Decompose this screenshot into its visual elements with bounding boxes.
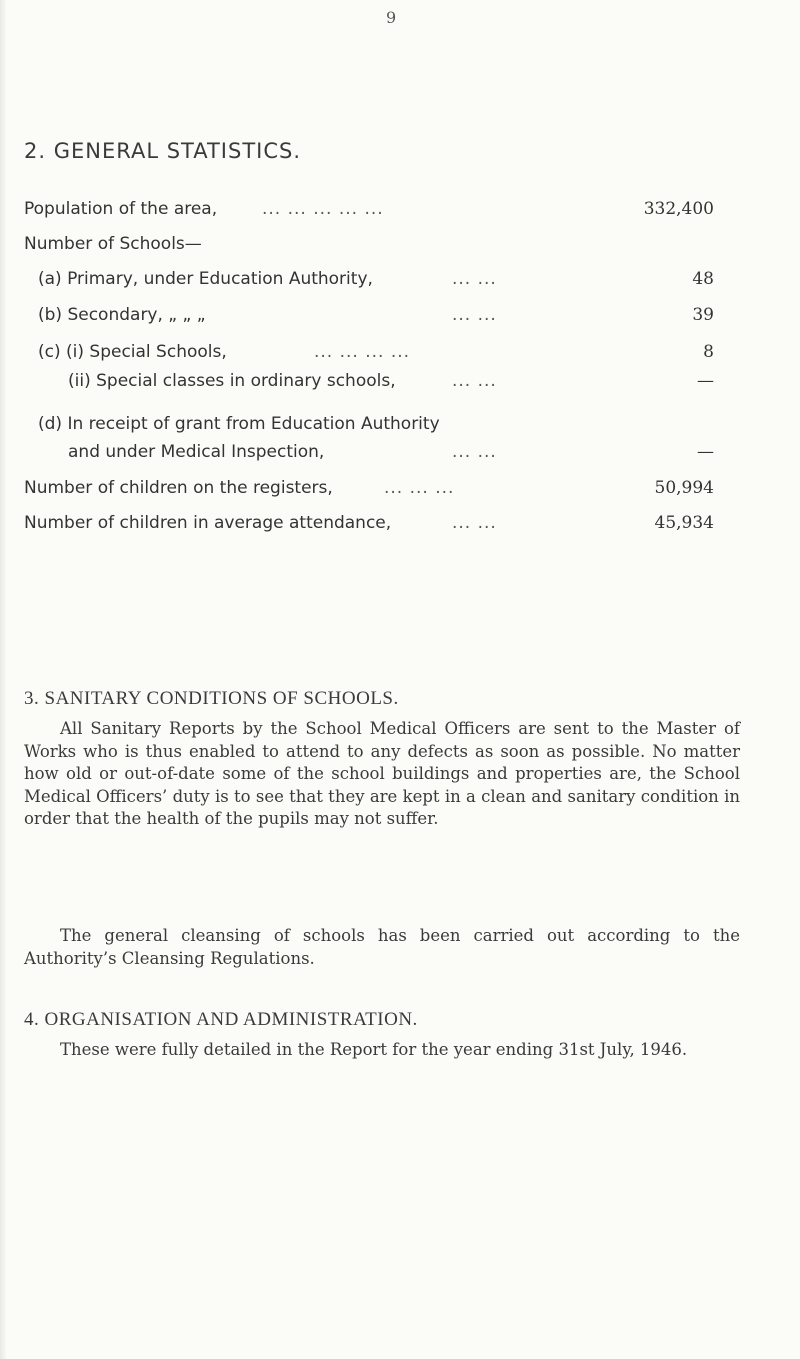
stat-value: 45,934 [654, 513, 714, 533]
stat-row-special-schools [0, 342, 800, 368]
section-heading-general-statistics: 2. GENERAL STATISTICS. [24, 139, 302, 163]
stat-label: Number of children on the registers, [24, 478, 333, 498]
stat-row-primary [0, 269, 800, 295]
paragraph-organisation: These were fully detailed in the Report for the year ending 31st July, 1946. [60, 1040, 688, 1059]
stat-value: — [697, 371, 714, 391]
stat-label: (b) Secondary, „ „ „ [38, 305, 206, 325]
leader-dots: ... ... [452, 371, 497, 391]
stat-label: Number of Schools— [24, 234, 202, 254]
stat-row-population [0, 199, 800, 225]
stat-value: 332,400 [643, 199, 714, 219]
stat-value: 8 [703, 342, 714, 362]
stat-label: (ii) Special classes in ordinary schools, [68, 371, 396, 391]
stat-row-medical-inspection [0, 442, 800, 468]
leader-dots: ... ... ... ... ... [262, 199, 384, 219]
stat-label: Population of the area, [24, 199, 218, 219]
section-heading-organisation: 4. ORGANISATION AND ADMINISTRATION. [24, 1009, 418, 1030]
page-number: 9 [386, 8, 397, 27]
paragraph-general-cleansing: The general cleansing of schools has been carried out according to the Authority’s Cleansing Regulations. [24, 926, 740, 968]
stat-row-secondary [0, 305, 800, 331]
leader-dots: ... ... [452, 513, 497, 533]
paragraph-sanitary-reports: All Sanitary Reports by the School Medical Officers are sent to the Master of Works who is thus enabled to attend to any defects as soon as possible. No matter how old or out-of-date some of the school buildings and properties are, the School Medical Officers’ duty is to see that they are kept in a clean and sanitary condition in order that the health of the pupils may not suffer. [24, 719, 740, 828]
section-heading-sanitary-conditions: 3. SANITARY CONDITIONS OF SCHOOLS. [24, 688, 399, 709]
leader-dots: ... ... [452, 305, 497, 325]
stat-row-average-attendance [0, 513, 800, 539]
stat-value: — [697, 442, 714, 462]
stat-label: (d) In receipt of grant from Education Authority [38, 414, 440, 434]
stat-value: 50,994 [654, 478, 714, 498]
stat-label: and under Medical Inspection, [68, 442, 325, 462]
stat-label: (c) (i) Special Schools, [38, 342, 227, 362]
leader-dots: ... ... [452, 442, 497, 462]
leader-dots: ... ... ... [384, 478, 455, 498]
stat-row-grant-receipt [0, 414, 800, 440]
stat-row-number-of-schools [0, 234, 800, 260]
leader-dots: ... ... ... ... [314, 342, 411, 362]
stat-row-children-registers [0, 478, 800, 504]
stat-row-special-classes [0, 371, 800, 397]
stat-label: (a) Primary, under Education Authority, [38, 269, 373, 289]
stat-value: 48 [692, 269, 714, 289]
stat-value: 39 [692, 305, 714, 325]
stat-label: Number of children in average attendance, [24, 513, 392, 533]
leader-dots: ... ... [452, 269, 497, 289]
